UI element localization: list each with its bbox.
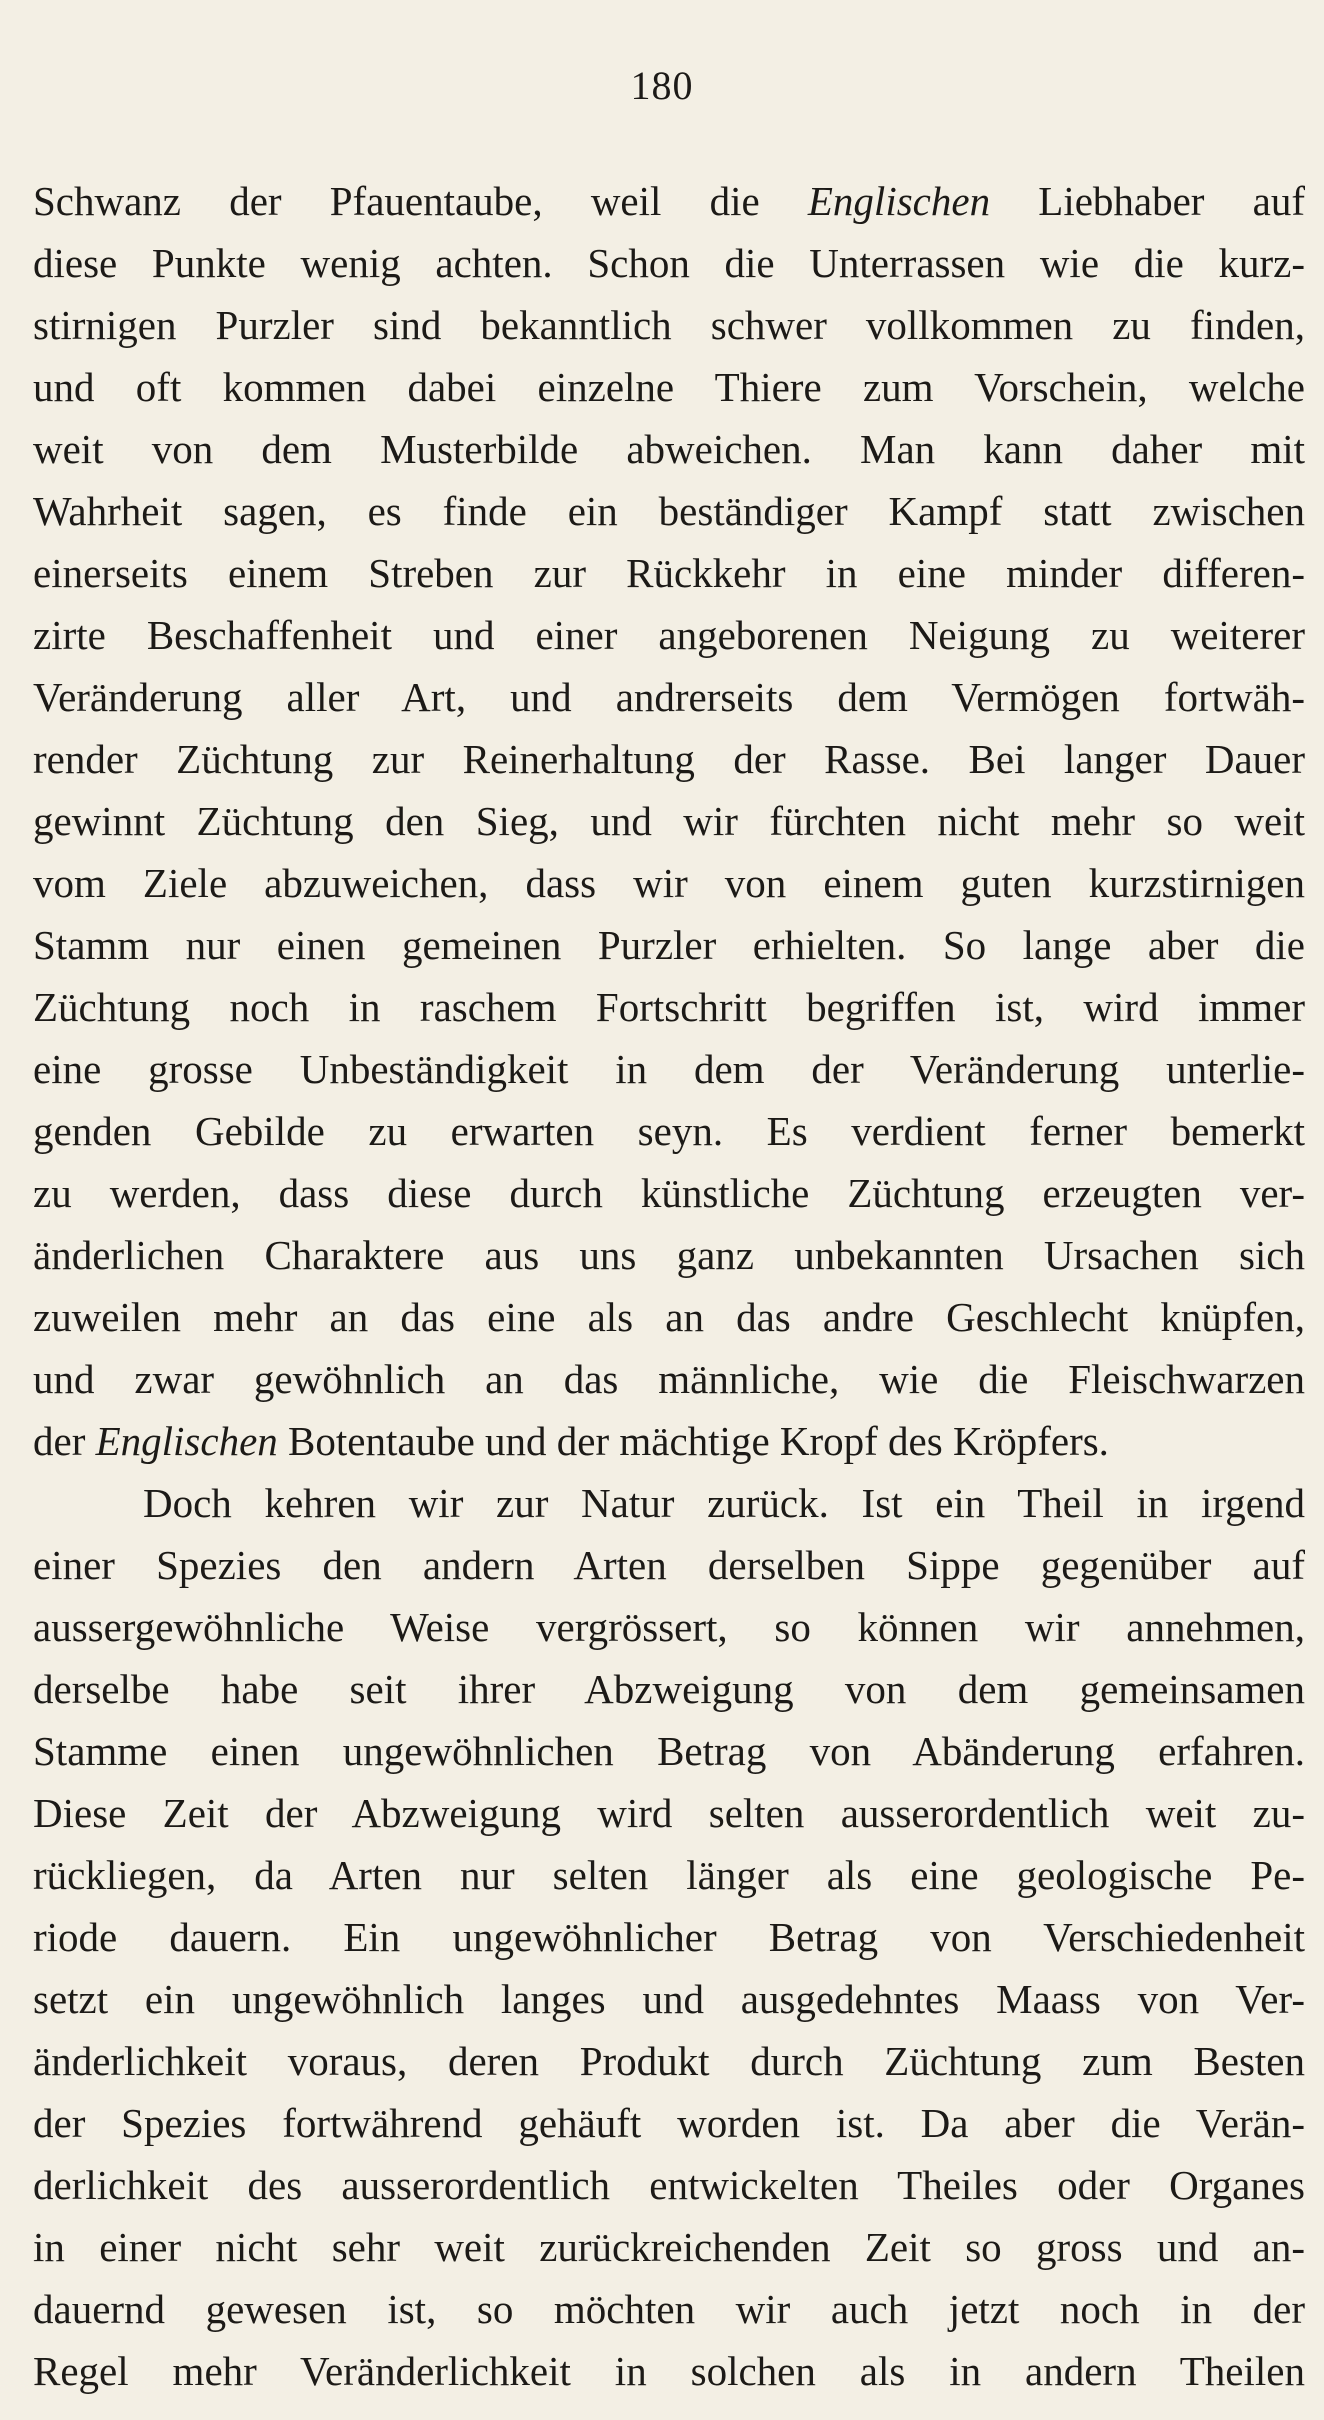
text-line: eine grosse Unbeständigkeit in dem der Veränderung unterlie- [33,1046,1305,1092]
text-span: Botentaube und der mächtige Kropf des Kröpfers. [277,1418,1109,1464]
text-line: aussergewöhnliche Weise vergrössert, so können wir annehmen, [33,1604,1305,1650]
text-line: einerseits einem Streben zur Rückkehr in eine minder differen- [33,550,1305,596]
text-line: zirte Beschaffenheit und einer angeborenen Neigung zu weiterer [33,612,1305,658]
text-line: Wahrheit sagen, es finde ein beständiger Kampf statt zwischen [33,488,1305,534]
text-line: diese Punkte wenig achten. Schon die Unterrassen wie die kurz- [33,240,1305,286]
text-span: der [33,1418,96,1464]
text-line: Regel mehr Veränderlichkeit in solchen als in andern Theilen [33,2348,1305,2394]
text-line: Veränderung aller Art, und andrerseits dem Vermögen fortwäh- [33,674,1305,720]
text-span: Liebhaber auf [990,178,1305,224]
text-line: zuweilen mehr an das eine als an das andre Geschlecht knüpfen, [33,1294,1305,1340]
text-line: derselbe habe seit ihrer Abzweigung von dem gemeinsamen [33,1666,1305,1712]
text-line: und zwar gewöhnlich an das männliche, wie die Fleischwarzen [33,1356,1305,1402]
text-line: änderlichen Charaktere aus uns ganz unbekannten Ursachen sich [33,1232,1305,1278]
text-line: Züchtung noch in raschem Fortschritt begriffen ist, wird immer [33,984,1305,1030]
text-line: derlichkeit des ausserordentlich entwickelten Theiles oder Organes [33,2162,1305,2208]
text-line: der Spezies fortwährend gehäuft worden ist. Da aber die Verän- [33,2100,1305,2146]
text-line: Diese Zeit der Abzweigung wird selten ausserordentlich weit zu- [33,1790,1305,1836]
text-line: dauernd gewesen ist, so möchten wir auch jetzt noch in der [33,2286,1305,2332]
text-line: riode dauern. Ein ungewöhnlicher Betrag von Verschiedenheit [33,1914,1305,1960]
text-line: genden Gebilde zu erwarten seyn. Es verdient ferner bemerkt [33,1108,1305,1154]
text-line: änderlichkeit voraus, deren Produkt durch Züchtung zum Besten [33,2038,1305,2084]
body-text [33,170,1305,2402]
text-line [33,1410,1305,1472]
text-line [33,170,1305,232]
text-line: rückliegen, da Arten nur selten länger als eine geologische Pe- [33,1852,1305,1898]
text-line: setzt ein ungewöhnlich langes und ausgedehntes Maass von Ver- [33,1976,1305,2022]
page-number: 180 [630,63,694,108]
text-line: und oft kommen dabei einzelne Thiere zum Vorschein, welche [33,364,1305,410]
italic-word: Englischen [95,1418,278,1464]
text-line: Stamm nur einen gemeinen Purzler erhielten. So lange aber die [33,922,1305,968]
text-line: in einer nicht sehr weit zurückreichenden Zeit so gross und an- [33,2224,1305,2270]
text-line: stirnigen Purzler sind bekanntlich schwer vollkommen zu finden, [33,302,1305,348]
text-line: Stamme einen ungewöhnlichen Betrag von Abänderung erfahren. [33,1728,1305,1774]
text-line: einer Spezies den andern Arten derselben Sippe gegenüber auf [33,1542,1305,1588]
text-span: Schwanz der Pfauentaube, weil die [33,178,808,224]
text-line: weit von dem Musterbilde abweichen. Man kann daher mit [33,426,1305,472]
text-line: gewinnt Züchtung den Sieg, und wir fürchten nicht mehr so weit [33,798,1305,844]
text-line: zu werden, dass diese durch künstliche Züchtung erzeugten ver- [33,1170,1305,1216]
text-line: render Züchtung zur Reinerhaltung der Rasse. Bei langer Dauer [33,736,1305,782]
text-line: Doch kehren wir zur Natur zurück. Ist ein Theil in irgend [143,1480,1305,1526]
text-line: vom Ziele abzuweichen, dass wir von einem guten kurzstirnigen [33,860,1305,906]
italic-word: Englischen [807,178,991,224]
